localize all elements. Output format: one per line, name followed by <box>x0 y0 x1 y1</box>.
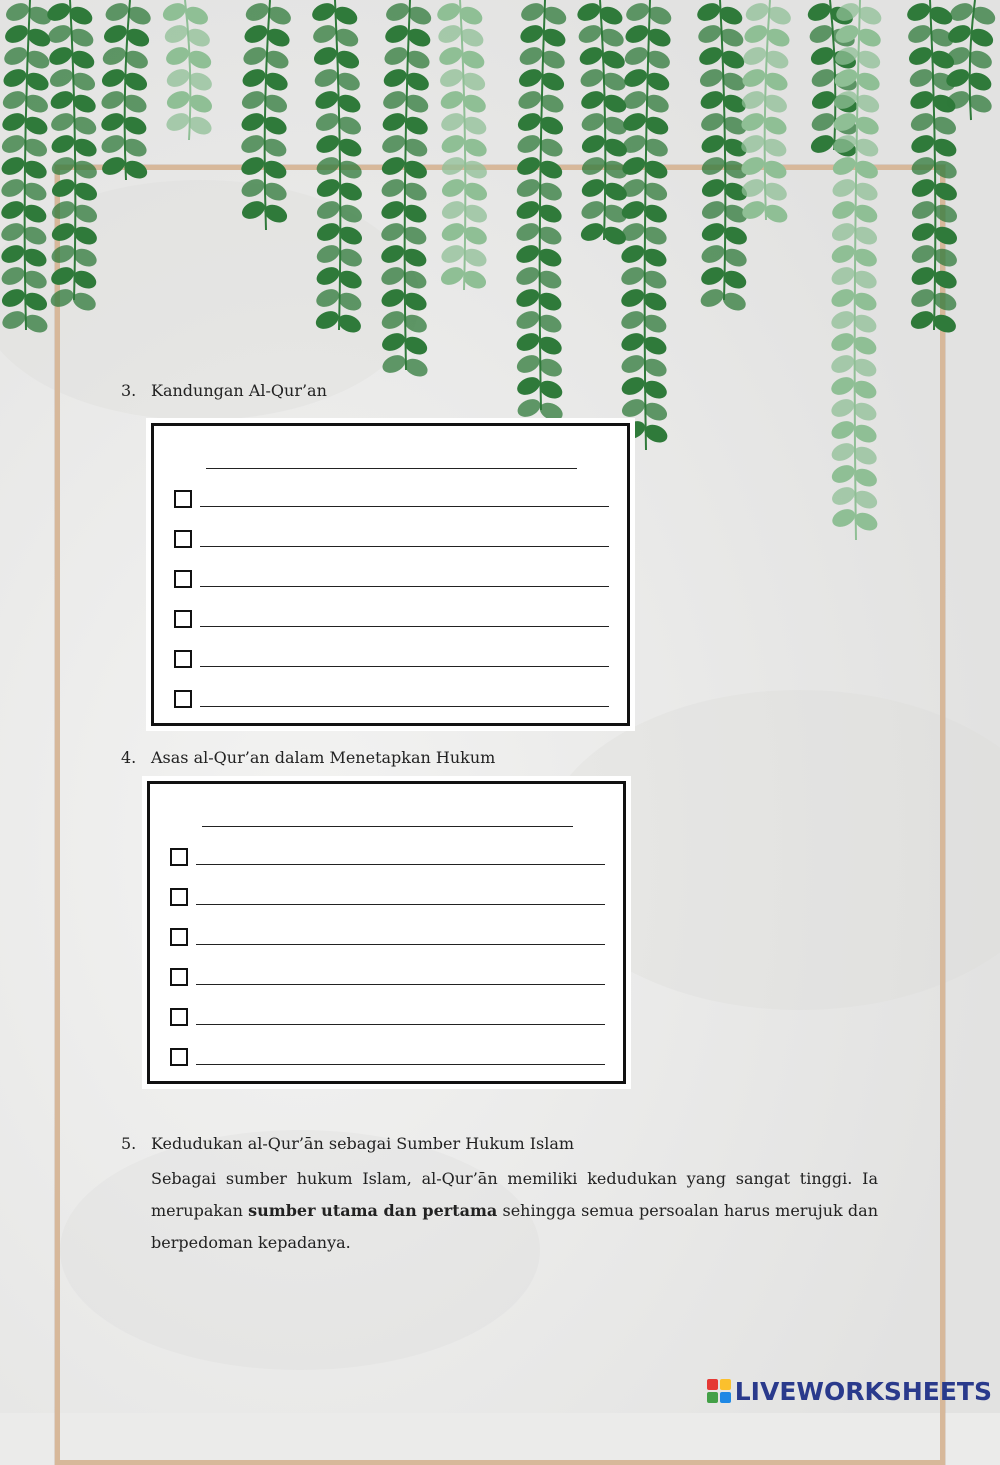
leaf <box>809 110 838 135</box>
leaf <box>98 110 127 135</box>
leaf <box>909 264 938 289</box>
leaf <box>49 198 78 223</box>
leaf <box>311 44 340 69</box>
leaf <box>698 286 727 311</box>
section-3-title <box>121 381 327 400</box>
leaf <box>0 132 28 157</box>
vine-strand <box>513 0 569 424</box>
leaf <box>1 66 30 91</box>
leaf <box>618 286 647 311</box>
checklist-row <box>170 1046 605 1072</box>
leaf <box>242 22 271 47</box>
vine-strand <box>738 0 793 226</box>
leaf <box>906 44 935 69</box>
leaf <box>380 88 409 113</box>
vine-strand <box>618 0 674 450</box>
liveworksheets-watermark <box>707 1375 992 1407</box>
leaf <box>904 0 933 24</box>
leaf <box>49 132 78 157</box>
leaf <box>238 132 267 157</box>
leaf <box>49 154 78 179</box>
leaf <box>379 132 408 157</box>
leaf <box>99 66 128 91</box>
leaf <box>809 88 838 113</box>
leaf <box>48 264 77 289</box>
leaf <box>0 220 27 245</box>
leaf <box>579 154 608 179</box>
leaf <box>907 66 936 91</box>
section-number: 5. <box>121 1134 137 1153</box>
leaf <box>243 0 272 24</box>
leaf <box>48 88 77 113</box>
section-title-text: Asas al-Qur’an dalam Menetapkan Hukum <box>151 748 496 767</box>
leaf <box>909 220 938 245</box>
checkbox[interactable] <box>170 888 188 906</box>
leaf <box>514 352 543 377</box>
leaf <box>829 484 858 509</box>
answer-blank-line[interactable] <box>200 666 609 667</box>
leaf <box>438 110 467 135</box>
leaf <box>164 110 193 135</box>
checklist-row <box>174 488 609 514</box>
answer-blank-line[interactable] <box>200 546 609 547</box>
leaf <box>103 0 132 24</box>
checklist-row <box>174 608 609 634</box>
leaf <box>807 22 836 47</box>
leaf <box>164 88 193 113</box>
leaf <box>808 44 837 69</box>
leaf <box>436 44 465 69</box>
answer-blank-line[interactable] <box>200 626 609 627</box>
checklist-row <box>174 648 609 674</box>
leaf <box>164 66 193 91</box>
leaf <box>312 88 341 113</box>
leaf <box>380 110 409 135</box>
checkbox[interactable] <box>170 928 188 946</box>
leaf <box>383 0 412 24</box>
leaf <box>622 44 651 69</box>
leaf <box>1 44 30 69</box>
leaf <box>514 198 543 223</box>
leaf <box>380 352 409 377</box>
leaf <box>100 44 129 69</box>
leaf <box>515 132 544 157</box>
leaf <box>313 308 342 333</box>
leaf <box>99 132 128 157</box>
leaf <box>579 132 608 157</box>
leaf <box>579 198 608 223</box>
leaf <box>908 308 937 333</box>
checklist-row <box>174 568 609 594</box>
leaf <box>49 242 78 267</box>
checklist-row <box>170 966 605 992</box>
leaf <box>515 396 544 421</box>
leaf <box>908 132 937 157</box>
leaf <box>699 220 728 245</box>
section-title-text: Kedudukan al-Qur’ān sebagai Sumber Hukum Islam <box>151 1134 575 1153</box>
leaf <box>579 110 608 135</box>
answer-blank-line[interactable] <box>196 1064 605 1065</box>
vine-strand <box>309 0 365 336</box>
checklist-row <box>170 926 605 952</box>
leaf <box>438 264 467 289</box>
vine-strand <box>0 0 54 336</box>
leaf <box>699 176 728 201</box>
leaf <box>830 176 859 201</box>
box-title-blank[interactable] <box>206 468 577 469</box>
checklist-row <box>174 528 609 554</box>
leaf <box>694 0 723 24</box>
leaf <box>439 154 468 179</box>
leaf <box>2 22 31 47</box>
section-number: 3. <box>121 381 137 400</box>
checklist-box-asas <box>147 781 626 1084</box>
leaf <box>805 0 834 24</box>
leaf <box>514 374 543 399</box>
leaf <box>99 154 128 179</box>
leaf <box>49 220 78 245</box>
answer-blank-line[interactable] <box>196 904 605 905</box>
leaf <box>740 44 769 69</box>
leaf <box>241 44 270 69</box>
leaf <box>514 176 543 201</box>
leaf <box>240 66 269 91</box>
liveworksheets-logo-icon <box>707 1379 731 1403</box>
leaf <box>828 352 857 377</box>
leaf <box>619 330 648 355</box>
answer-blank-line[interactable] <box>200 506 609 507</box>
leaf <box>517 22 546 47</box>
leaf <box>909 154 938 179</box>
leaf <box>378 220 407 245</box>
section-number: 4. <box>121 748 137 767</box>
leaf <box>99 88 128 113</box>
leaf <box>239 88 268 113</box>
answer-blank-line[interactable] <box>200 706 609 707</box>
leaf <box>619 352 648 377</box>
leaf <box>909 176 938 201</box>
vine-strand <box>575 0 630 248</box>
leaf <box>698 110 727 135</box>
vine-strand <box>694 0 750 314</box>
leaf <box>46 44 75 69</box>
leaf <box>579 176 608 201</box>
leaf <box>696 44 725 69</box>
vine-strand <box>238 0 293 230</box>
leaf <box>514 308 543 333</box>
leaf <box>619 374 648 399</box>
leaf <box>513 286 542 311</box>
leaf <box>829 440 858 465</box>
checklist-box-kandungan <box>151 423 630 726</box>
leaf <box>908 110 937 135</box>
leaf <box>698 264 727 289</box>
leaf <box>619 396 648 421</box>
vine-strand <box>943 0 998 120</box>
paragraph-text-end: sehingga semua persoalan harus merujuk dan berpedoman kepadanya. <box>151 1201 879 1252</box>
checklist-row <box>174 688 609 714</box>
leaf <box>163 44 192 69</box>
leaf <box>313 132 342 157</box>
leaf <box>379 198 408 223</box>
leaf <box>314 220 343 245</box>
leaf <box>437 66 466 91</box>
vine-strand <box>828 0 884 540</box>
leaf <box>743 0 772 24</box>
checkbox[interactable] <box>174 610 192 628</box>
paragraph-bold-text: sumber utama dan pertama <box>248 1201 498 1220</box>
leaf <box>516 66 545 91</box>
leaf <box>314 242 343 267</box>
leaf <box>313 110 342 135</box>
answer-blank-line[interactable] <box>196 984 605 985</box>
leaf <box>575 0 604 24</box>
leaf <box>829 242 858 267</box>
leaf <box>435 22 464 47</box>
leaf <box>518 0 547 24</box>
leaf <box>314 154 343 179</box>
vine-strand <box>378 0 434 380</box>
leaf <box>698 88 727 113</box>
leaf <box>382 22 411 47</box>
checkbox[interactable] <box>174 530 192 548</box>
vine-strand <box>160 0 215 140</box>
checkbox[interactable] <box>170 1048 188 1066</box>
leaf <box>0 110 28 135</box>
leaf <box>162 22 191 47</box>
vine-strand <box>44 0 100 314</box>
leaf <box>829 506 858 531</box>
checklist-row <box>170 886 605 912</box>
checkbox[interactable] <box>174 650 192 668</box>
leaf <box>0 286 28 311</box>
leaf <box>310 22 339 47</box>
checklist-row <box>170 846 605 872</box>
leaf <box>160 0 189 24</box>
leaf <box>830 154 859 179</box>
leaf <box>829 198 858 223</box>
checkbox[interactable] <box>174 490 192 508</box>
leaf <box>905 22 934 47</box>
leaf <box>438 88 467 113</box>
leaf <box>618 308 647 333</box>
leaf <box>578 220 607 245</box>
leaf <box>623 22 652 47</box>
leaf <box>101 22 130 47</box>
leaf <box>439 132 468 157</box>
leaf <box>313 286 342 311</box>
answer-blank-line[interactable] <box>196 1024 605 1025</box>
leaf <box>618 264 647 289</box>
answer-blank-line[interactable] <box>196 944 605 945</box>
leaf <box>907 88 936 113</box>
leaf <box>829 264 858 289</box>
section-5-paragraph <box>151 1163 878 1259</box>
leaf <box>699 198 728 223</box>
checklist-row <box>170 1006 605 1032</box>
leaf <box>809 66 838 91</box>
leaf <box>0 154 27 179</box>
leaf <box>3 0 32 24</box>
leaf <box>439 176 468 201</box>
leaf <box>381 66 410 91</box>
leaf <box>514 220 543 245</box>
leaf <box>239 110 268 135</box>
vine-strand <box>434 0 490 292</box>
leaf <box>0 264 27 289</box>
leaf <box>578 88 607 113</box>
leaf <box>829 220 858 245</box>
leaf <box>516 88 545 113</box>
leaf <box>514 154 543 179</box>
leaf <box>517 44 546 69</box>
leaf <box>576 22 605 47</box>
leaf <box>697 66 726 91</box>
leaf <box>0 198 27 223</box>
section-4-title <box>121 748 495 767</box>
leaf <box>699 242 728 267</box>
paragraph-text: Sebagai sumber hukum Islam, al-Qur’ān memiliki kedudukan yang sangat tinggi. Ia merupakan <box>151 1169 878 1220</box>
leaf <box>439 242 468 267</box>
leaf <box>48 286 77 311</box>
leaf <box>312 66 341 91</box>
watermark-text: LIVEWORKSHEETS <box>734 1376 992 1406</box>
answer-blank-line[interactable] <box>196 864 605 865</box>
leaf <box>0 176 27 201</box>
vine-strand <box>904 0 960 336</box>
leaf <box>379 154 408 179</box>
checkbox[interactable] <box>170 968 188 986</box>
leaf <box>514 330 543 355</box>
leaf <box>378 264 407 289</box>
leaf <box>908 286 937 311</box>
leaf <box>828 330 857 355</box>
leaf <box>239 176 268 201</box>
leaf <box>379 176 408 201</box>
leaf <box>829 418 858 443</box>
leaf <box>379 286 408 311</box>
leaf <box>828 374 857 399</box>
leaf <box>0 308 28 333</box>
checkbox[interactable] <box>170 848 188 866</box>
leaf <box>828 308 857 333</box>
leaf <box>47 66 76 91</box>
leaf <box>238 154 267 179</box>
leaf <box>378 242 407 267</box>
leaf <box>577 44 606 69</box>
leaf <box>314 264 343 289</box>
leaf <box>619 242 648 267</box>
leaf <box>379 308 408 333</box>
leaf <box>49 176 78 201</box>
leaf <box>314 176 343 201</box>
leaf <box>379 330 408 355</box>
leaf <box>578 66 607 91</box>
leaf <box>0 242 27 267</box>
leaf <box>382 44 411 69</box>
leaf <box>513 264 542 289</box>
leaf <box>513 242 542 267</box>
leaf <box>515 110 544 135</box>
leaf <box>239 198 268 223</box>
leaf <box>829 396 858 421</box>
leaf <box>695 22 724 47</box>
leaf <box>309 0 338 24</box>
leaf <box>909 242 938 267</box>
leaf <box>623 0 652 24</box>
leaf <box>742 22 771 47</box>
leaf <box>829 462 858 487</box>
checkbox[interactable] <box>174 690 192 708</box>
checkbox[interactable] <box>170 1008 188 1026</box>
box-title-blank[interactable] <box>202 826 573 827</box>
leaf <box>0 88 29 113</box>
leaf <box>621 66 650 91</box>
section-5-title <box>121 1134 574 1153</box>
vine-strand <box>98 0 153 182</box>
leaf <box>434 0 463 24</box>
leaf <box>439 220 468 245</box>
answer-blank-line[interactable] <box>200 586 609 587</box>
leaf <box>439 198 468 223</box>
leaf <box>808 132 837 157</box>
leaf <box>48 110 77 135</box>
leaf <box>314 198 343 223</box>
leaf <box>829 286 858 311</box>
leaf <box>699 132 728 157</box>
section-title-text: Kandungan Al-Qur’an <box>151 381 327 400</box>
leaf <box>909 198 938 223</box>
checkbox[interactable] <box>174 570 192 588</box>
leaf <box>699 154 728 179</box>
